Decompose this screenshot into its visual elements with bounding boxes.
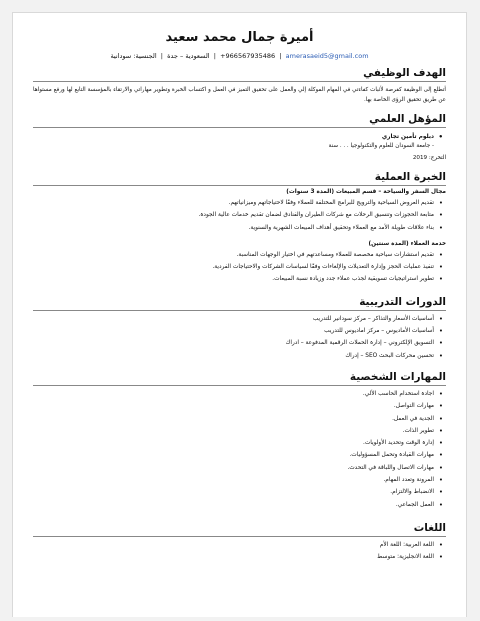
objective-section xyxy=(33,66,446,105)
courses-list xyxy=(33,313,446,362)
list-item: • الانضباط والالتزام. xyxy=(33,486,434,498)
courses-section xyxy=(33,295,446,362)
list-item: • تنفيذ عمليات الحجز وإدارة التعديلات والإلغاءات وفقًا لسياسات الشركات والاحتياجات الفردية. xyxy=(33,261,434,273)
university-line: - جامعة السودان للعلوم والتكنولوجيا . . . سنة xyxy=(328,143,434,149)
graduation: التخرج: 2019 xyxy=(412,155,446,161)
list-item: • تقديم استشارات سياحية مخصصة للعملاء ومساعدتهم في اختيار الوجهات المناسبة. xyxy=(33,249,434,261)
list-item: • أساسيات الأسعار والتذاكر – مركز سودانير للتدريب xyxy=(33,313,434,325)
resume-page xyxy=(12,12,467,617)
languages-title: اللغات xyxy=(413,521,446,534)
list-item: • مهارات التواصل. xyxy=(33,400,434,412)
list-item: • مهارات القيادة وتحمل المسؤوليات. xyxy=(33,449,434,461)
experience-section xyxy=(33,170,446,286)
divider xyxy=(33,385,446,386)
university: جامعة السودان للعلوم والتكنولوجيا . . . سنة xyxy=(328,143,431,149)
degree: • دبلوم تأمين تجاري xyxy=(33,132,434,142)
divider xyxy=(33,81,446,82)
phone-number: +966567935486 xyxy=(220,52,276,60)
candidate-name: أميرة جمال محمد سعيد xyxy=(165,30,314,45)
list-item: • التسويق الإلكتروني – إدارة الحملات الرقمية المدفوعة – ادراك xyxy=(33,337,434,349)
job-heading: خدمة العملاء (المدة سنتين) xyxy=(368,240,446,247)
list-item: • تطوير الذات. xyxy=(33,425,434,437)
job-heading: مجال السفر والسياحة – قسم المبيعات (المدة 3 سنوات) xyxy=(286,189,446,195)
list-item: • بناء علاقات طويلة الأمد مع العملاء وتحقيق أهداف المبيعات الشهرية والسنوية. xyxy=(33,222,434,234)
nationality: الجنسية: سودانية xyxy=(110,52,157,60)
courses-title: الدورات التدريبية xyxy=(359,295,446,308)
contact-line: +966567935486 | amerasaeid5@gmail.com | السعودية – جدة | الجنسية: سودانية xyxy=(110,52,369,60)
divider xyxy=(33,185,446,186)
objective-title: الهدف الوظيفي xyxy=(363,67,446,79)
skills-title: المهارات الشخصية xyxy=(349,370,446,383)
list-item: • تقديم العروض السياحية والترويج للبرامج المختلفة للعملاء وفقًا لاحتياجاتهم وميزانياتهم. xyxy=(33,197,434,209)
objective-text: أتطلع إلى الوظيفة كفرصة لأثبات كفاءتي في المهام الموكلة إلي والعمل على تحقيق التميز في العمل و اكتساب الخبرة وتطوير مهاراتي والارتقاء بالمؤسسة التابع لها ورفع مستواها عن طريق تحقيق الرؤى الخاصة بها. xyxy=(33,87,446,103)
location: السعودية – جدة xyxy=(167,52,210,60)
job-duties-list xyxy=(33,197,446,234)
list-item: • اللغة العربية: اللغة الأم xyxy=(33,539,434,551)
job-duties-list xyxy=(33,249,446,286)
list-item: • تطوير استراتيجيات تسويقية لجذب عملاء جدد وزيادة نسبة المبيعات. xyxy=(33,273,434,285)
list-item: • الجدية في العمل. xyxy=(33,413,434,425)
divider xyxy=(33,310,446,311)
languages-section xyxy=(33,521,446,564)
list-item: • تحسين محركات البحث SEO – إدراك xyxy=(33,350,434,362)
education-title: المؤهل العلمي xyxy=(369,113,446,125)
list-item: • إدارة الوقت وتحديد الأولويات. xyxy=(33,437,434,449)
list-item: • اللغة الانجليزية: متوسط xyxy=(33,551,434,563)
list-item: • العمل الجماعي. xyxy=(33,499,434,511)
skills-list xyxy=(33,388,446,511)
experience-title: الخبرة العملية xyxy=(374,171,446,183)
languages-list xyxy=(33,539,446,564)
list-item: • متابعة الحجوزات وتنسيق الرحلات مع شركات الطيران والفنادق لضمان تقديم خدمات عالية الجودة. xyxy=(33,209,434,221)
list-item: • مهارات الاتصال واللباقة في التحدث. xyxy=(33,462,434,474)
education-list xyxy=(33,132,446,142)
list-item: • المرونة وتعدد المهام. xyxy=(33,474,434,486)
skills-section xyxy=(33,370,446,511)
divider xyxy=(33,127,446,128)
list-item: • أساسيات الأماديوس – مركز اماديوس للتدريب xyxy=(33,325,434,337)
list-item: • اجادة استخدام الحاسب الألي. xyxy=(33,388,434,400)
email-link[interactable]: amerasaeid5@gmail.com xyxy=(285,52,369,60)
education-section xyxy=(33,112,446,163)
divider xyxy=(33,536,446,537)
